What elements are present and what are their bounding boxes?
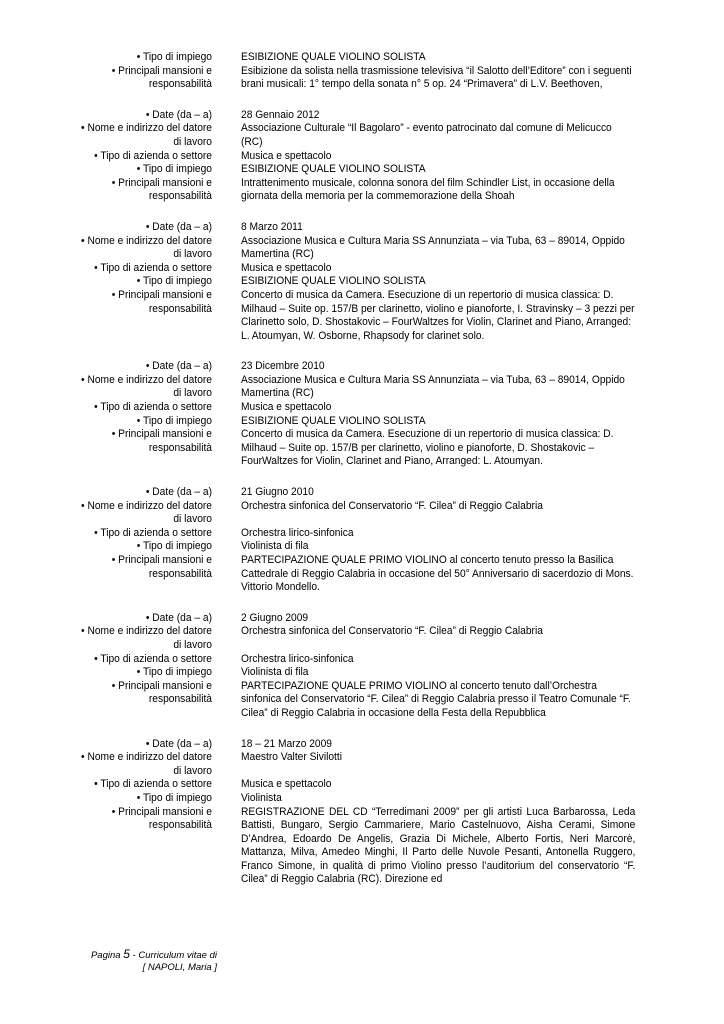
experience-entry: [0, 221, 724, 343]
footer-page-number: 5: [123, 947, 130, 961]
field-value: 28 Gennaio 2012: [241, 108, 320, 121]
field-value: Orchestra sinfonica del Conservatorio “F. Cilea” di Reggio Calabria: [241, 625, 543, 638]
field-label: • Date (da – a): [145, 220, 212, 233]
field-value: Associazione Culturale “Il Bagolaro” - evento patrocinato dal comune di Melicucco (RC): [241, 122, 612, 148]
field-label: • Principali mansioni e responsabilità: [111, 64, 212, 91]
entry-row: [0, 163, 724, 177]
field-label: • Principali mansioni e responsabilità: [111, 679, 212, 706]
entry-row: [0, 221, 724, 235]
field-value: ESIBIZIONE QUALE VIOLINO SOLISTA: [241, 51, 426, 63]
entry-row: [0, 428, 724, 469]
entry-row: [0, 122, 724, 149]
entry-row: [0, 612, 724, 626]
field-value: Musica e spettacolo: [241, 401, 332, 414]
field-value: PARTECIPAZIONE QUALE PRIMO VIOLINO al concerto tenuto presso la Basilica Cattedrale di Reggio Calabria in occasione del 50° Anniversario di sacerdozio di Mons. Vittorio Mondello.: [241, 554, 634, 594]
entry-row: [0, 486, 724, 500]
field-value: REGISTRAZIONE DEL CD “Terredimani 2009” per gli artisti Luca Barbarossa, Leda Battisti, Bungaro, Sergio Cammariere, Mario Castelnuovo, Aisha Cerami, Simone D’Andrea, Edoardo De Angelis, Grazia Di Michele, Alberto Fortis, Neri Marcorè, Mattanza, Milva, Amedeo Minghi, Il Parto delle Nuvole Pesanti, Antonella Ruggero, Franco Simone, in qualità di primo Violino presso l’auditorium del conservatorio “F. Cilea” di Reggio Calabria (RC). Direzione ed: [241, 805, 636, 886]
entry-row: [0, 374, 724, 401]
field-label: • Tipo di azienda o settore: [94, 261, 212, 274]
field-label: • Tipo di impiego: [136, 540, 212, 553]
field-label: • Nome e indirizzo del datore di lavoro: [81, 625, 212, 651]
experience-entry: [0, 486, 724, 595]
entry-row: [0, 415, 724, 429]
entry-row: [0, 401, 724, 415]
entry-row: [0, 625, 724, 652]
page-footer: [0, 948, 217, 974]
entry-row: [0, 109, 724, 123]
field-label: • Tipo di impiego: [136, 414, 212, 427]
entry-row: [0, 751, 724, 778]
field-value: Associazione Musica e Cultura Maria SS Annunziata – via Tuba, 63 – 89014, Oppido Mamertina (RC): [241, 373, 625, 400]
field-value: Maestro Valter Sivilotti: [241, 751, 343, 764]
field-value: 21 Giugno 2010: [241, 486, 314, 499]
field-label: • Date (da – a): [145, 108, 212, 121]
field-value: Associazione Musica e Cultura Maria SS Annunziata – via Tuba, 63 – 89014, Oppido Mamertina (RC): [241, 234, 625, 261]
field-value: Musica e spettacolo: [241, 149, 332, 162]
field-label: • Tipo di azienda o settore: [94, 401, 212, 414]
field-label: • Principali mansioni e responsabilità: [111, 428, 212, 454]
field-value: Musica e spettacolo: [241, 261, 332, 274]
field-value: Musica e spettacolo: [241, 778, 332, 791]
entry-row: [0, 235, 724, 262]
field-value: Concerto di musica da Camera. Esecuzione di un repertorio di musica classica: D. Milhaud – Suite op. 157/B per clarinetto, violino e pianoforte, D. Shostakovic – FourWaltzes for Violin, Clarinet and Piano, Arranged: L. Atoumyan.: [241, 428, 614, 468]
field-value: 23 Dicembre 2010: [241, 360, 325, 373]
field-label: • Principali mansioni e responsabilità: [111, 176, 212, 203]
work-experience-section: [0, 51, 724, 904]
field-label: • Date (da – a): [145, 611, 212, 624]
field-label: • Tipo di azienda o settore: [94, 526, 212, 539]
field-label: • Tipo di azienda o settore: [94, 149, 212, 162]
entry-row: [0, 289, 724, 343]
field-label: • Tipo di impiego: [136, 791, 212, 804]
experience-entry: [0, 360, 724, 469]
entry-row: [0, 738, 724, 752]
field-label: • Nome e indirizzo del datore di lavoro: [81, 234, 212, 261]
field-label: • Principali mansioni e responsabilità: [111, 805, 212, 832]
field-label: • Date (da – a): [145, 737, 212, 750]
field-value: Concerto di musica da Camera. Esecuzione di un repertorio di musica classica: D. Milhaud – Suite op. 157/B per clarinetto, violino e pianoforte, I. Stravinsky – 3 pezzi per Clarinetto solo, D. Shostakovic – FourWaltzes for Violin, Clarinet and Piano, Arranged: L. Atoumyan, W. Osborne, Rhapsody for clarinet solo.: [241, 288, 635, 342]
field-value: 18 – 21 Marzo 2009: [241, 737, 333, 750]
field-label: • Nome e indirizzo del datore di lavoro: [81, 373, 212, 400]
field-value: Orchestra lirico-sinfonica: [241, 652, 354, 665]
experience-entry: [0, 51, 724, 92]
field-label: • Principali mansioni e responsabilità: [111, 554, 212, 580]
field-value: Orchestra lirico-sinfonica: [241, 526, 354, 539]
field-label: • Tipo di impiego: [136, 51, 212, 63]
field-label: • Tipo di impiego: [136, 666, 212, 679]
entry-row: [0, 554, 724, 595]
footer-name: [ NAPOLI, Maria ]: [142, 962, 217, 973]
field-value: ESIBIZIONE QUALE VIOLINO SOLISTA: [241, 163, 426, 176]
field-label: • Date (da – a): [145, 360, 212, 373]
field-value: 2 Giugno 2009: [241, 611, 309, 624]
entry-row: [0, 653, 724, 667]
field-label: • Principali mansioni e responsabilità: [111, 288, 212, 315]
entry-row: [0, 666, 724, 680]
field-value: ESIBIZIONE QUALE VIOLINO SOLISTA: [241, 414, 426, 427]
entry-row: [0, 360, 724, 374]
field-label: • Nome e indirizzo del datore di lavoro: [81, 122, 212, 148]
field-value: Intrattenimento musicale, colonna sonora del film Schindler List, in occasione della giornata della memoria per la commemorazione della Shoah: [241, 176, 615, 203]
field-value: Orchestra sinfonica del Conservatorio “F. Cilea” di Reggio Calabria: [241, 499, 543, 512]
field-label: • Nome e indirizzo del datore di lavoro: [81, 499, 212, 526]
field-value: ESIBIZIONE QUALE VIOLINO SOLISTA: [241, 275, 426, 288]
field-label: • Tipo di azienda o settore: [94, 778, 212, 791]
field-value: PARTECIPAZIONE QUALE PRIMO VIOLINO al concerto tenuto dall’Orchestra sinfonica del Conservatorio “F. Cilea” di Reggio Calabria presso il Teatro Comunale “F. Cilea” di Reggio Calabria in occasione della Festa della Repubblica: [241, 679, 631, 719]
field-label: • Tipo di azienda o settore: [94, 652, 212, 665]
experience-entry: [0, 109, 724, 204]
field-label: • Tipo di impiego: [136, 275, 212, 288]
field-label: • Nome e indirizzo del datore di lavoro: [81, 751, 212, 777]
field-value: Violinista di fila: [241, 540, 309, 553]
experience-entry: [0, 612, 724, 721]
experience-entry: [0, 738, 724, 888]
entry-row: [0, 540, 724, 554]
footer-suffix: - Curriculum vitae di: [129, 950, 217, 961]
entry-row: [0, 65, 724, 92]
field-label: • Date (da – a): [145, 486, 212, 499]
entry-row: [0, 778, 724, 792]
entry-row: [0, 177, 724, 204]
entry-row: [0, 262, 724, 276]
entry-row: [0, 275, 724, 289]
field-value: Violinista: [241, 791, 282, 804]
field-value: Esibizione da solista nella trasmissione televisiva “il Salotto dell’Editore” con i seguenti brani musicali: 1° tempo della sonata n° 5 op. 24 “Primavera” di L.V. Beethoven,: [241, 64, 632, 91]
footer-line-1: [0, 948, 217, 962]
entry-row: [0, 527, 724, 541]
entry-row: [0, 500, 724, 527]
entry-row: [0, 792, 724, 806]
entry-row: [0, 806, 724, 888]
entry-row: [0, 150, 724, 164]
field-value: 8 Marzo 2011: [241, 220, 303, 233]
entry-row: [0, 680, 724, 721]
field-label: • Tipo di impiego: [136, 163, 212, 176]
field-value: Violinista di fila: [241, 666, 309, 679]
footer-prefix: Pagina: [90, 950, 124, 961]
entry-row: [0, 51, 724, 65]
